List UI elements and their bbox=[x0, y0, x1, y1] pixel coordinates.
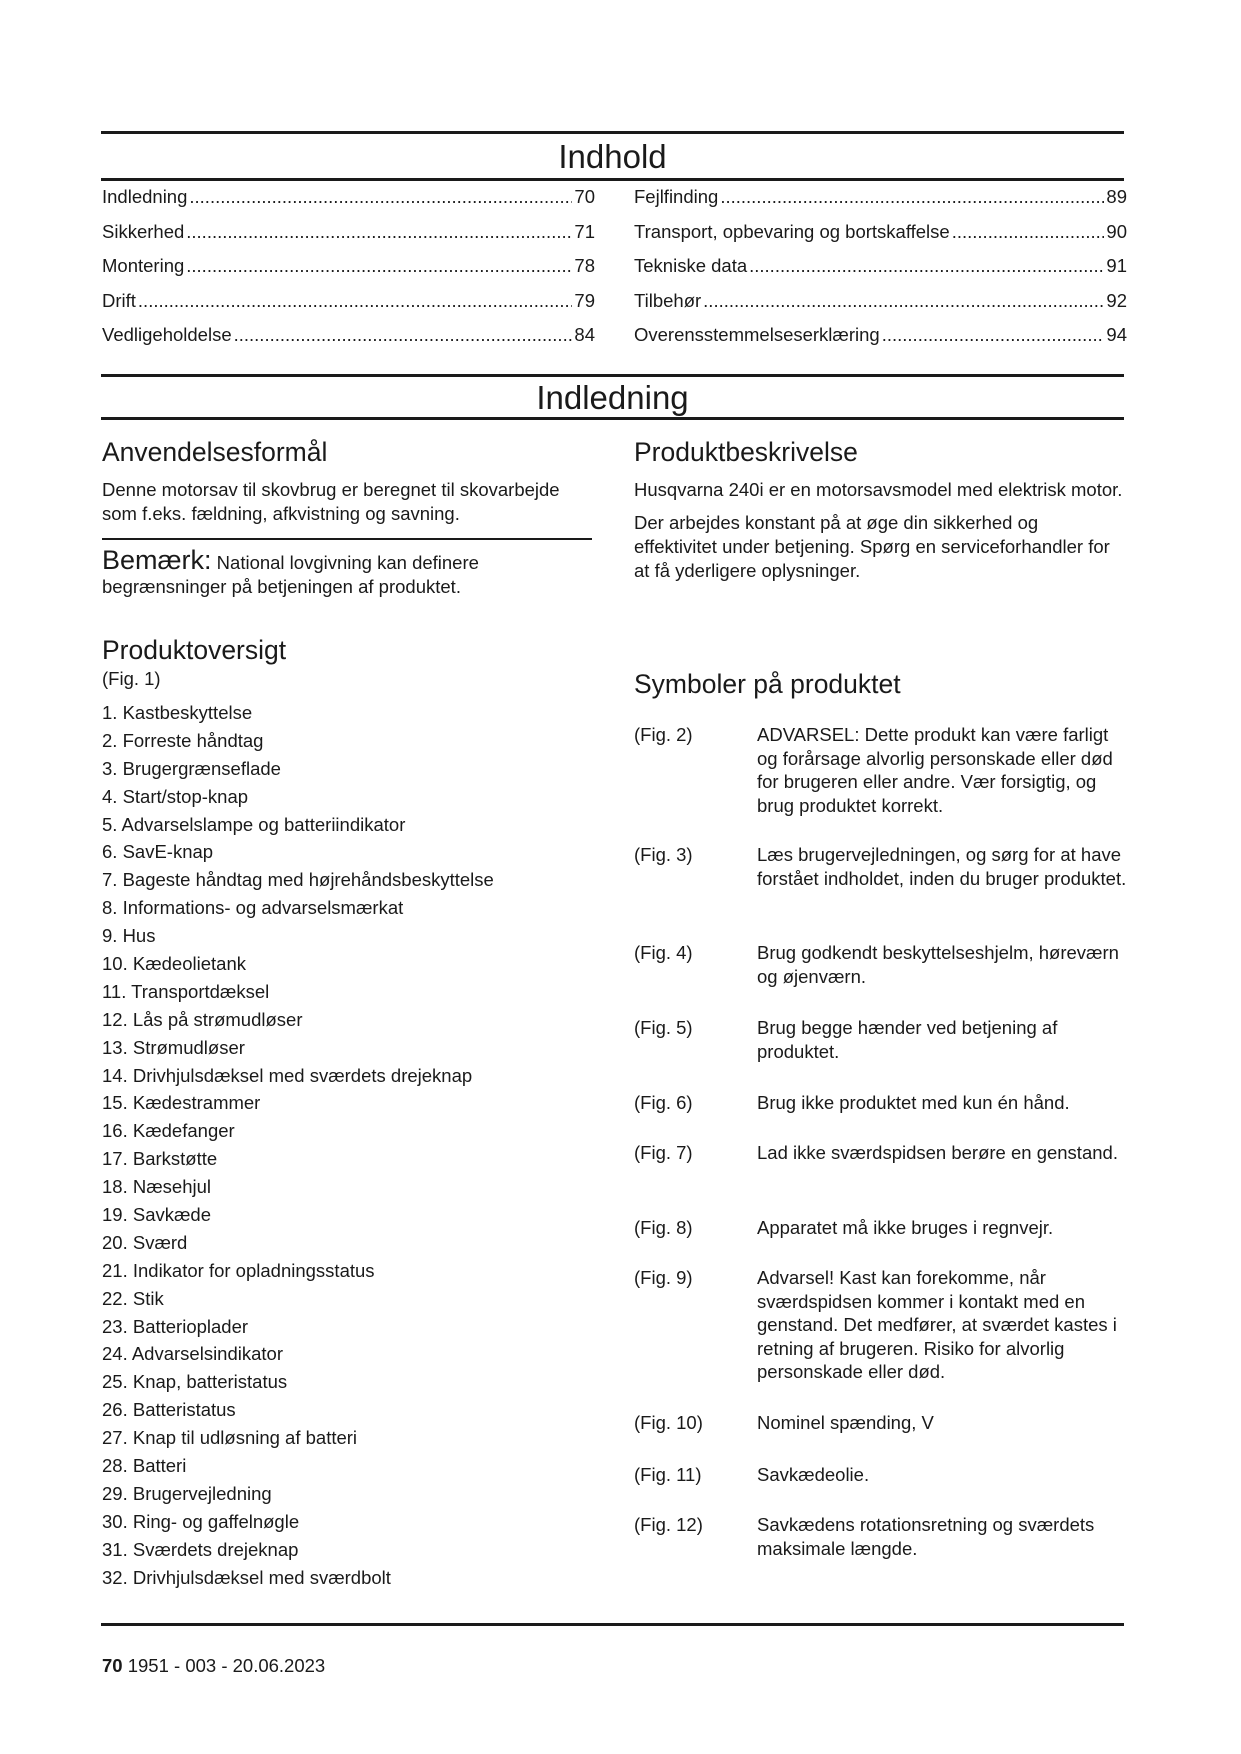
list-item: 17. Barkstøtte bbox=[102, 1148, 218, 1170]
symbol-row bbox=[634, 1266, 1134, 1384]
list-item: 28. Batteri bbox=[102, 1455, 187, 1477]
symbol-text: Savkædeolie. bbox=[757, 1464, 870, 1485]
overview-fig-ref: (Fig. 1) bbox=[102, 668, 161, 689]
list-item: 3. Brugergrænseflade bbox=[102, 757, 281, 779]
symbol-text: Brug ikke produktet med kun én hånd. bbox=[757, 1092, 1070, 1113]
symbol-text: Læs brugervejledningen, og sørg for at have forstået indholdet, inden du bruger produktet. bbox=[757, 844, 1127, 889]
purpose-text: Denne motorsav til skovbrug er beregnet til skovarbejde som f.eks. fældning, afkvistning og savning. bbox=[102, 479, 560, 524]
symbol-fig-ref: (Fig. 5) bbox=[634, 1017, 693, 1038]
toc-entry[interactable]: Drift ..... 79 bbox=[102, 290, 595, 325]
list-item: 18. Næsehjul bbox=[102, 1176, 212, 1198]
toc-entry[interactable]: Tilbehør ..... 92 bbox=[634, 290, 1127, 325]
list-item: 7. Bageste håndtag med højrehåndsbeskyttelse bbox=[102, 869, 494, 891]
toc-title: Indhold bbox=[558, 138, 667, 175]
list-item: 16. Kædefanger bbox=[102, 1120, 235, 1142]
note-text: National lovgivning kan definere begrænsninger på betjeningen af produktet. bbox=[102, 552, 479, 597]
note-box bbox=[102, 545, 592, 599]
symbol-fig-ref: (Fig. 11) bbox=[634, 1464, 702, 1485]
symbol-text: Apparatet må ikke bruges i regnvejr. bbox=[757, 1217, 1054, 1238]
symbol-fig-ref: (Fig. 8) bbox=[634, 1217, 693, 1238]
list-item: 23. Batterioplader bbox=[102, 1315, 249, 1337]
note-rule bbox=[102, 538, 592, 540]
list-item: 2. Forreste håndtag bbox=[102, 729, 264, 751]
symbol-text: Savkædens rotationsretning og sværdets maksimale længde. bbox=[757, 1514, 1095, 1559]
list-item: 22. Stik bbox=[102, 1287, 164, 1309]
list-item: 30. Ring- og gaffelnøgle bbox=[102, 1510, 300, 1532]
intro-top-rule bbox=[101, 374, 1124, 377]
description-heading: Produktbeskrivelse bbox=[634, 437, 858, 467]
list-item: 25. Knap, batteristatus bbox=[102, 1371, 288, 1393]
toc-entry[interactable]: Montering ..... 78 bbox=[102, 255, 595, 290]
symbol-fig-ref: (Fig. 9) bbox=[634, 1267, 693, 1288]
doc-id: 1951 - 003 - 20.06.2023 bbox=[127, 1655, 326, 1676]
symbol-text: Nominel spænding, V bbox=[757, 1412, 934, 1433]
symbol-row bbox=[634, 843, 1134, 890]
symbol-fig-ref: (Fig. 10) bbox=[634, 1412, 703, 1433]
symbol-fig-ref: (Fig. 2) bbox=[634, 724, 693, 745]
list-item: 29. Brugervejledning bbox=[102, 1482, 272, 1504]
list-item: 5. Advarselslampe og batteriindikator bbox=[102, 813, 406, 835]
list-item: 13. Strømudløser bbox=[102, 1036, 245, 1058]
symbol-row bbox=[634, 1216, 1134, 1240]
toc-entry[interactable]: Vedligeholdelse ..... 84 bbox=[102, 324, 595, 359]
symbol-fig-ref: (Fig. 3) bbox=[634, 844, 693, 865]
toc-entry[interactable]: Transport, opbevaring og bortskaffelse ..... 90 bbox=[634, 221, 1127, 256]
toc-entry[interactable]: Fejlfinding ..... 89 bbox=[634, 186, 1127, 221]
toc-bottom-rule bbox=[101, 178, 1124, 181]
symbol-row bbox=[634, 1141, 1134, 1165]
list-item: 20. Sværd bbox=[102, 1231, 188, 1253]
footer-rule bbox=[101, 1623, 1124, 1626]
symbol-fig-ref: (Fig. 7) bbox=[634, 1142, 693, 1163]
list-item: 19. Savkæde bbox=[102, 1204, 212, 1226]
list-item: 11. Transportdæksel bbox=[102, 980, 270, 1002]
list-item: 14. Drivhjulsdæksel med sværdets drejeknap bbox=[102, 1064, 473, 1086]
symbol-text: Brug godkendt beskyttelseshjelm, høreværn og øjenværn. bbox=[757, 942, 1119, 987]
list-item: 4. Start/stop-knap bbox=[102, 785, 249, 807]
symbol-row bbox=[634, 1091, 1134, 1115]
symbol-fig-ref: (Fig. 12) bbox=[634, 1514, 703, 1535]
list-item: 1. Kastbeskyttelse bbox=[102, 702, 253, 723]
overview-heading: Produktoversigt bbox=[102, 635, 287, 665]
toc-left-column bbox=[102, 186, 595, 359]
list-item: 12. Lås på strømudløser bbox=[102, 1008, 303, 1030]
list-item: 31. Sværdets drejeknap bbox=[102, 1538, 299, 1560]
intro-title: Indledning bbox=[536, 379, 689, 416]
list-item: 27. Knap til udløsning af batteri bbox=[102, 1427, 358, 1449]
list-item: 6. SavE-knap bbox=[102, 841, 214, 863]
symbol-text: ADVARSEL: Dette produkt kan være farligt og forårsage alvorlig personskade eller død for brugeren eller andre. Vær forsigtig, og brug produktet korrekt. bbox=[757, 724, 1113, 816]
symbol-text: Brug begge hænder ved betjening af produktet. bbox=[757, 1017, 1058, 1062]
purpose-section bbox=[102, 435, 592, 526]
symbol-fig-ref: (Fig. 4) bbox=[634, 942, 693, 963]
overview-section bbox=[102, 633, 592, 1594]
list-item: 8. Informations- og advarselsmærkat bbox=[102, 897, 404, 919]
symbol-text: Lad ikke sværdspidsen berøre en genstand. bbox=[757, 1142, 1118, 1163]
list-item: 10. Kædeolietank bbox=[102, 953, 246, 975]
purpose-heading: Anvendelsesformål bbox=[102, 437, 328, 467]
note-label: Bemærk: bbox=[102, 545, 212, 575]
toc-entry[interactable]: Sikkerhed ..... 71 bbox=[102, 221, 595, 256]
symbols-heading: Symboler på produktet bbox=[634, 669, 901, 699]
description-section bbox=[634, 435, 1124, 583]
symbol-fig-ref: (Fig. 6) bbox=[634, 1092, 693, 1113]
toc-entry[interactable]: Tekniske data ..... 91 bbox=[634, 255, 1127, 290]
toc-top-rule bbox=[101, 131, 1124, 134]
list-item: 21. Indikator for opladningsstatus bbox=[102, 1259, 375, 1281]
symbol-row bbox=[634, 941, 1134, 988]
toc-entry[interactable]: Overensstemmelseserklæring ..... 94 bbox=[634, 324, 1127, 359]
symbol-row bbox=[634, 1463, 1134, 1487]
toc-entry[interactable]: Indledning ..... 70 bbox=[102, 186, 595, 221]
parts-list bbox=[102, 701, 592, 1594]
page-number: 70 bbox=[102, 1655, 123, 1676]
list-item: 26. Batteristatus bbox=[102, 1399, 236, 1421]
symbol-row bbox=[634, 1016, 1134, 1063]
description-p2: Der arbejdes konstant på at øge din sikkerhed og effektivitet under betjening. Spørg en serviceforhandler for at få yderligere oplysninger. bbox=[634, 512, 1110, 581]
description-p1: Husqvarna 240i er en motorsavsmodel med elektrisk motor. bbox=[634, 479, 1123, 500]
intro-bottom-rule bbox=[101, 417, 1124, 420]
list-item: 9. Hus bbox=[102, 925, 156, 947]
symbol-row bbox=[634, 1513, 1134, 1560]
symbol-text: Advarsel! Kast kan forekomme, når sværdspidsen kommer i kontakt med en genstand. Det medfører, at sværdet kastes i retning af brugeren. Risiko for alvorlig personskade eller død. bbox=[757, 1267, 1117, 1382]
symbols-section bbox=[634, 667, 1124, 701]
symbol-row bbox=[634, 723, 1134, 817]
list-item: 24. Advarselsindikator bbox=[102, 1343, 283, 1365]
footer bbox=[102, 1655, 325, 1677]
symbol-row bbox=[634, 1411, 1134, 1435]
list-item: 15. Kædestrammer bbox=[102, 1092, 261, 1114]
toc-right-column bbox=[634, 186, 1127, 359]
list-item: 32. Drivhjulsdæksel med sværdbolt bbox=[102, 1566, 391, 1588]
